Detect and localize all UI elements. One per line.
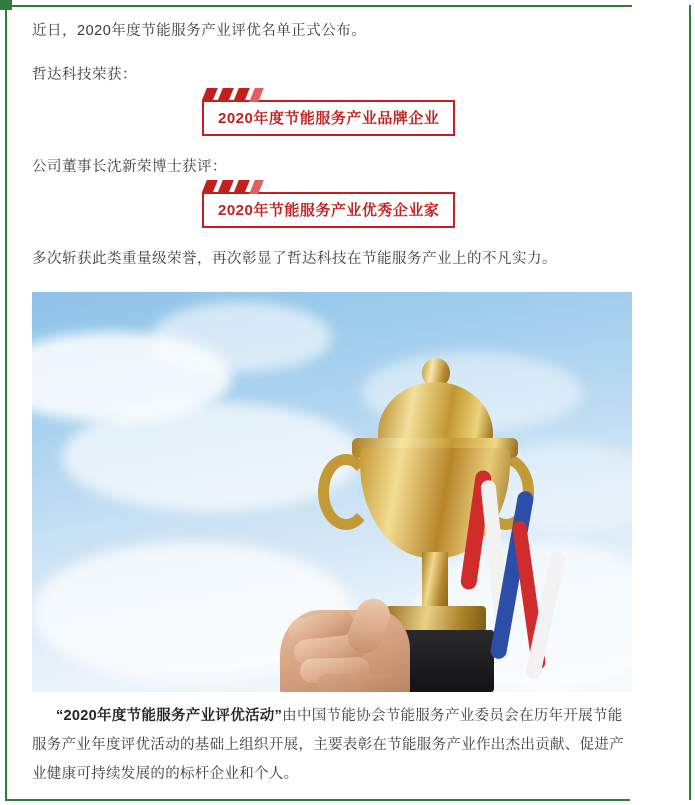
paragraph-chairman-award-lead: 公司董事长沈新荣博士获评：	[32, 159, 227, 175]
award-banner-company	[32, 100, 652, 136]
photo-caption	[32, 702, 632, 789]
document-content	[32, 16, 652, 789]
paragraph-company-award-lead: 哲达科技荣获：	[32, 67, 137, 83]
award-banner-chairman	[32, 192, 652, 228]
trophy-photo	[32, 292, 632, 692]
caption-quoted-title: “2020年度节能服务产业评优活动”	[56, 708, 283, 724]
slash-accent-icon	[202, 88, 266, 102]
frame-bottom-border	[5, 799, 630, 801]
caption-body: 由中国节能协会节能服务产业委员会在历年开展节能服务产业年度评优活动的基础上组织开展，主要表彰在节能服务产业作出杰出贡献、促进产业健康可持续发展的的标杆企业和个人。	[32, 708, 624, 782]
slash-accent-icon	[202, 180, 266, 194]
frame-top-border	[12, 5, 632, 7]
award-title-chairman: 2020年节能服务产业优秀企业家	[218, 202, 440, 219]
award-title-company: 2020年度节能服务产业品牌企业	[218, 110, 440, 127]
paragraph-summary: 多次斩获此类重量级荣誉，再次彰显了哲达科技在节能服务产业上的不凡实力。	[32, 251, 557, 267]
frame-corner-accent	[0, 0, 12, 10]
frame-left-border	[5, 10, 7, 800]
paragraph-intro: 近日，2020年度节能服务产业评优名单正式公布。	[32, 23, 367, 39]
frame-right-border	[689, 5, 691, 800]
